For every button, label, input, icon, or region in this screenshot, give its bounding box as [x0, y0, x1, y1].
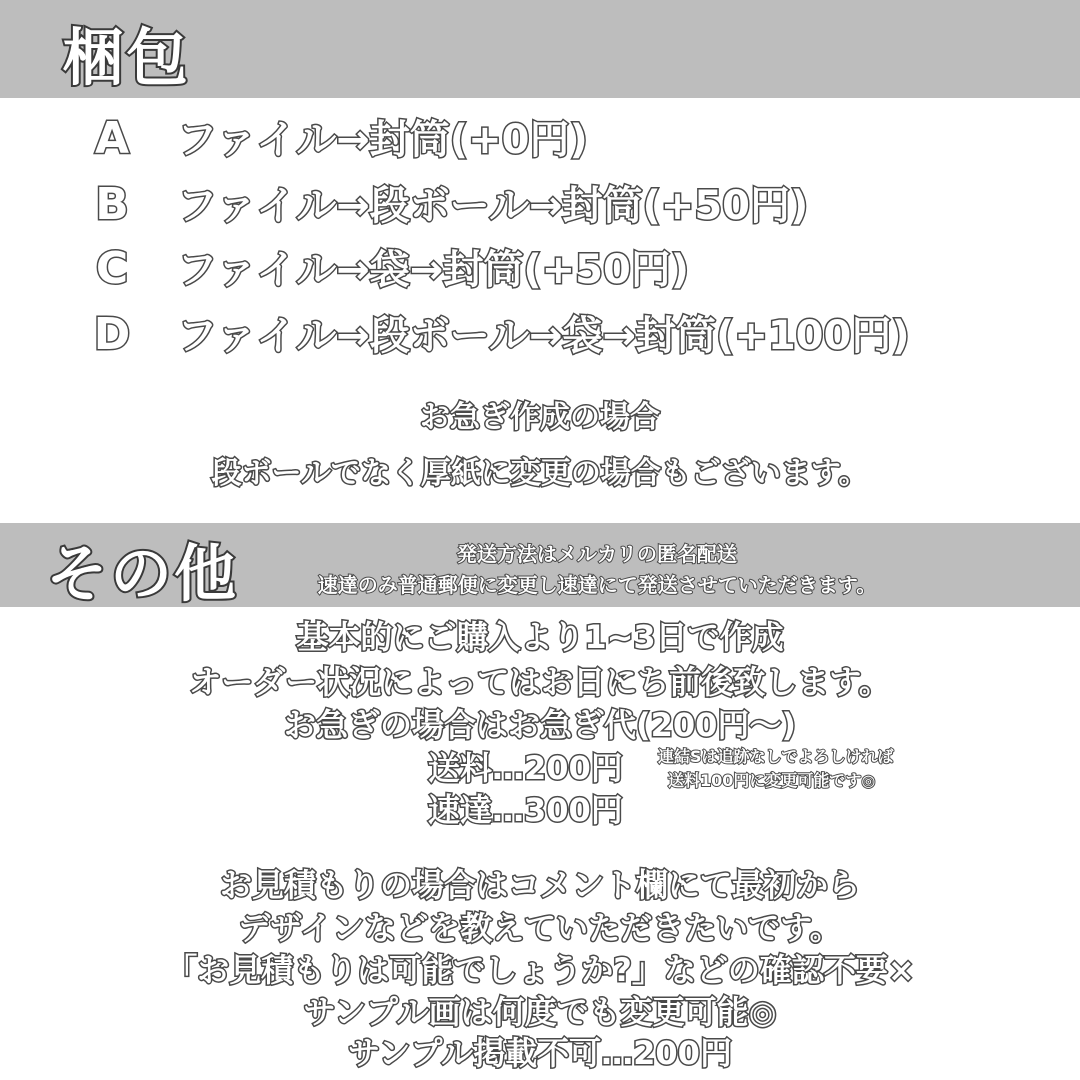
packaging-option-c [82, 238, 689, 295]
shipping-method-line2: 速達のみ普通郵便に変更し速達にて発送させていただきます。 [317, 573, 877, 597]
packaging-heading: 梱包 [62, 21, 191, 94]
packaging-option-b [82, 174, 808, 231]
rush-note-line1: お急ぎ作成の場合 [420, 400, 660, 435]
option-letter: B [95, 179, 129, 230]
rush-note-line2: 段ボールでなく厚紙に変更の場合もございます。 [211, 456, 869, 491]
option-text: ファイル→封筒(+0円) [177, 117, 588, 163]
fee-note-line1: 連結Sは追跡なしでよろしければ [658, 747, 894, 766]
fee-shipping: 送料…200円 [428, 749, 623, 787]
option-text: ファイル→段ボール→袋→封筒(+100円) [177, 313, 910, 359]
estimate-line-2: デザインなどを教えていただきたいです。 [238, 909, 842, 947]
option-letter: A [94, 113, 130, 164]
option-text: ファイル→袋→封筒(+50円) [177, 247, 690, 293]
estimate-line-4: サンプル画は何度でも変更可能◎ [303, 993, 777, 1031]
shipping-method-line1: 発送方法はメルカリの匿名配送 [457, 542, 737, 566]
info-line-1: 基本的にご購入より1~3日で作成 [296, 618, 784, 656]
fee-express: 速達…300円 [428, 791, 623, 829]
estimate-line-5: サンプル掲載不可…200円 [348, 1034, 732, 1072]
fee-note-line2: 送料100円に変更可能です◎ [668, 771, 876, 790]
info-line-2: オーダー状況によってはお日にち前後致します。 [189, 663, 891, 701]
other-heading: その他 [46, 537, 239, 610]
estimate-line-3: 「お見積もりは可能でしょうか?」などの確認不要× [165, 951, 915, 989]
estimate-line-1: お見積もりの場合はコメント欄にて最初から [219, 866, 860, 904]
packaging-option-d [82, 304, 910, 361]
packaging-option-a [82, 108, 588, 165]
option-text: ファイル→段ボール→封筒(+50円) [177, 183, 809, 229]
option-letter: D [93, 309, 131, 360]
option-letter: C [95, 243, 129, 294]
info-line-3: お急ぎの場合はお急ぎ代(200円〜) [283, 706, 797, 744]
